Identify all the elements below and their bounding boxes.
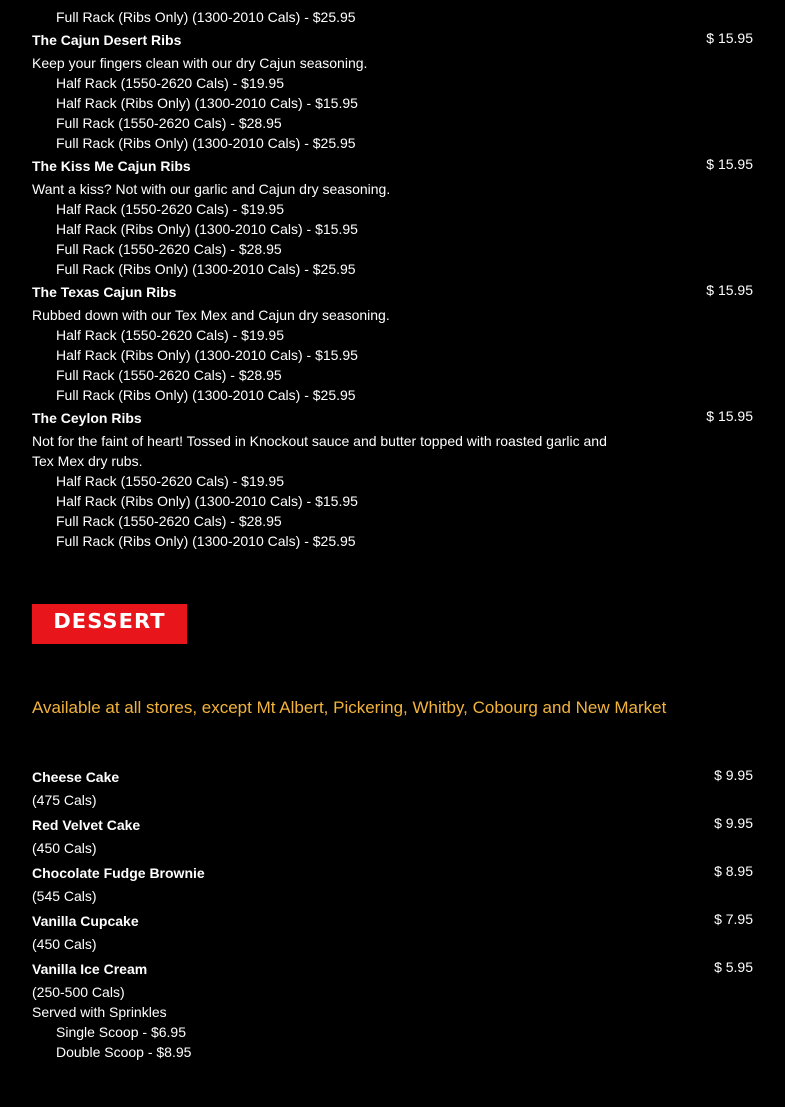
item-name: The Cajun Desert Ribs	[32, 32, 182, 48]
menu-item-cajun-desert-ribs[interactable]	[32, 27, 753, 153]
previous-item-options	[32, 0, 753, 27]
item-price: $ 15.95	[706, 30, 753, 46]
item-name: The Texas Cajun Ribs	[32, 284, 177, 300]
item-price: $ 15.95	[706, 282, 753, 298]
option-line: Full Rack (1550-2620 Cals) - $28.95	[56, 513, 282, 529]
dessert-items	[32, 762, 753, 1062]
menu-item-red-velvet-cake[interactable]	[32, 810, 753, 858]
item-calories: (450 Cals)	[32, 840, 97, 856]
item-calories: (250-500 Cals)	[32, 984, 125, 1000]
option-line: Half Rack (Ribs Only) (1300-2010 Cals) - $15.95	[56, 221, 358, 237]
option-line: Single Scoop - $6.95	[56, 1024, 186, 1040]
option-line: Half Rack (1550-2620 Cals) - $19.95	[56, 201, 285, 217]
option-line: Full Rack (1550-2620 Cals) - $28.95	[56, 115, 282, 131]
item-calories: (475 Cals)	[32, 792, 97, 808]
option-line: Full Rack (Ribs Only) (1300-2010 Cals) - $25.95	[56, 135, 356, 151]
dessert-category-banner	[32, 604, 187, 644]
option-line: Full Rack (Ribs Only) (1300-2010 Cals) - $25.95	[56, 261, 356, 277]
item-price: $ 9.95	[714, 815, 753, 831]
menu-item-ceylon-ribs[interactable]	[32, 405, 753, 551]
menu-item-kiss-me-cajun-ribs[interactable]	[32, 153, 753, 279]
item-price: $ 5.95	[714, 959, 753, 975]
item-name: The Kiss Me Cajun Ribs	[32, 158, 191, 174]
option-line: Half Rack (Ribs Only) (1300-2010 Cals) - $15.95	[56, 95, 358, 111]
menu-item-chocolate-fudge-brownie[interactable]	[32, 858, 753, 906]
option-line: Double Scoop - $8.95	[56, 1044, 192, 1060]
option-line: Half Rack (Ribs Only) (1300-2010 Cals) - $15.95	[56, 493, 358, 509]
option-line: Half Rack (Ribs Only) (1300-2010 Cals) - $15.95	[56, 347, 358, 363]
menu-page	[32, 0, 753, 1062]
option-line: Full Rack (1550-2620 Cals) - $28.95	[56, 367, 282, 383]
option-line: Half Rack (1550-2620 Cals) - $19.95	[56, 327, 285, 343]
item-description: Not for the faint of heart! Tossed in Knockout sauce and butter topped with roasted garlic and Tex Mex dry rubs.	[32, 433, 607, 469]
availability-notice: Available at all stores, except Mt Albert, Pickering, Whitby, Cobourg and New Market	[32, 698, 667, 717]
item-note: Served with Sprinkles	[32, 1004, 167, 1020]
item-name: Cheese Cake	[32, 769, 120, 785]
item-name: Chocolate Fudge Brownie	[32, 865, 205, 881]
item-description: Want a kiss? Not with our garlic and Cajun dry seasoning.	[32, 181, 391, 197]
item-name: Vanilla Ice Cream	[32, 961, 148, 977]
item-calories: (545 Cals)	[32, 888, 97, 904]
item-price: $ 9.95	[714, 767, 753, 783]
item-calories: (450 Cals)	[32, 936, 97, 952]
option-line: Full Rack (Ribs Only) (1300-2010 Cals) - $25.95	[56, 387, 356, 403]
menu-item-vanilla-cupcake[interactable]	[32, 906, 753, 954]
item-price: $ 7.95	[714, 911, 753, 927]
option-line: Full Rack (1550-2620 Cals) - $28.95	[56, 241, 282, 257]
option-line: Full Rack (Ribs Only) (1300-2010 Cals) - $25.95	[56, 533, 356, 549]
option-line: Full Rack (Ribs Only) (1300-2010 Cals) - $25.95	[56, 9, 356, 25]
menu-item-texas-cajun-ribs[interactable]	[32, 279, 753, 405]
item-name: The Ceylon Ribs	[32, 410, 142, 426]
item-price: $ 8.95	[714, 863, 753, 879]
item-name: Vanilla Cupcake	[32, 913, 139, 929]
menu-item-vanilla-ice-cream[interactable]	[32, 954, 753, 1062]
option-line: Half Rack (1550-2620 Cals) - $19.95	[56, 473, 285, 489]
item-description: Rubbed down with our Tex Mex and Cajun dry seasoning.	[32, 307, 390, 323]
item-price: $ 15.95	[706, 408, 753, 424]
menu-item-cheese-cake[interactable]	[32, 762, 753, 810]
item-description: Keep your fingers clean with our dry Cajun seasoning.	[32, 55, 368, 71]
option-line: Half Rack (1550-2620 Cals) - $19.95	[56, 75, 285, 91]
item-price: $ 15.95	[706, 156, 753, 172]
category-title: DESSERT	[53, 609, 166, 633]
item-name: Red Velvet Cake	[32, 817, 141, 833]
